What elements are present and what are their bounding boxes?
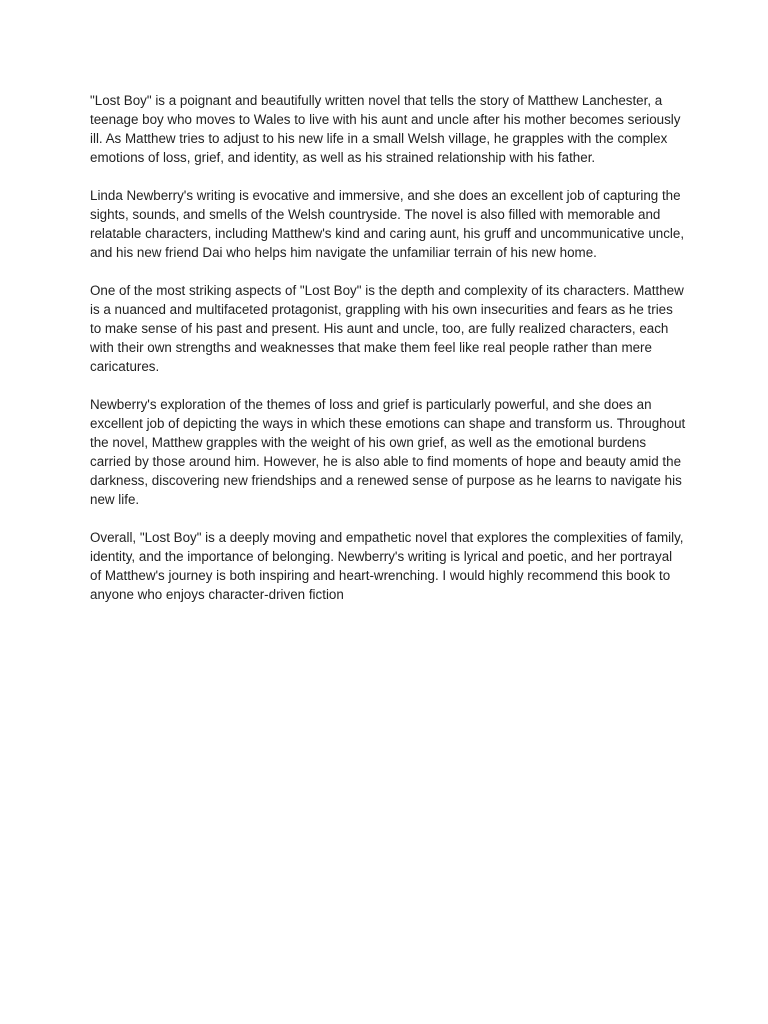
paragraph-2: Linda Newberry's writing is evocative and immersive, and she does an excellent job of capturing the sights, sounds, and smells of the Welsh countryside. The novel is also filled with memorable and relatable characters, including Matthew's kind and caring aunt, his gruff and uncommunicative uncle, and his new friend Dai who helps him navigate the unfamiliar terrain of his new home. — [90, 188, 685, 260]
paragraph-4: Newberry's exploration of the themes of loss and grief is particularly powerful, and she does an excellent job of depicting the ways in which these emotions can shape and transform us. Throughout the novel, Matthew grapples with the weight of his own grief, as well as the emotional burdens carried by those around him. However, he is also able to find moments of hope and beauty amid the darkness, discovering new friendships and a renewed sense of purpose as he learns to navigate his new life. — [90, 397, 686, 507]
document-body — [90, 91, 686, 623]
paragraph-3: One of the most striking aspects of "Lost Boy" is the depth and complexity of its characters. Matthew is a nuanced and multifaceted protagonist, grappling with his own insecurities and fears as he tries to make sense of his past and present. His aunt and uncle, too, are fully realized characters, each with their own strengths and weaknesses that make them feel like real people rather than mere caricatures. — [90, 283, 684, 374]
paragraph-1: "Lost Boy" is a poignant and beautifully written novel that tells the story of Matthew Lanchester, a teenage boy who moves to Wales to live with his aunt and uncle after his mother becomes seriously ill. As Matthew tries to adjust to his new life in a small Welsh village, he grapples with the complex emotions of loss, grief, and identity, as well as his strained relationship with his father. — [90, 93, 681, 165]
paragraph-5: Overall, "Lost Boy" is a deeply moving and empathetic novel that explores the complexities of family, identity, and the importance of belonging. Newberry's writing is lyrical and poetic, and her portrayal of Matthew's journey is both inspiring and heart-wrenching. I would highly recommend this book to anyone who enjoys character-driven fiction — [90, 530, 684, 602]
